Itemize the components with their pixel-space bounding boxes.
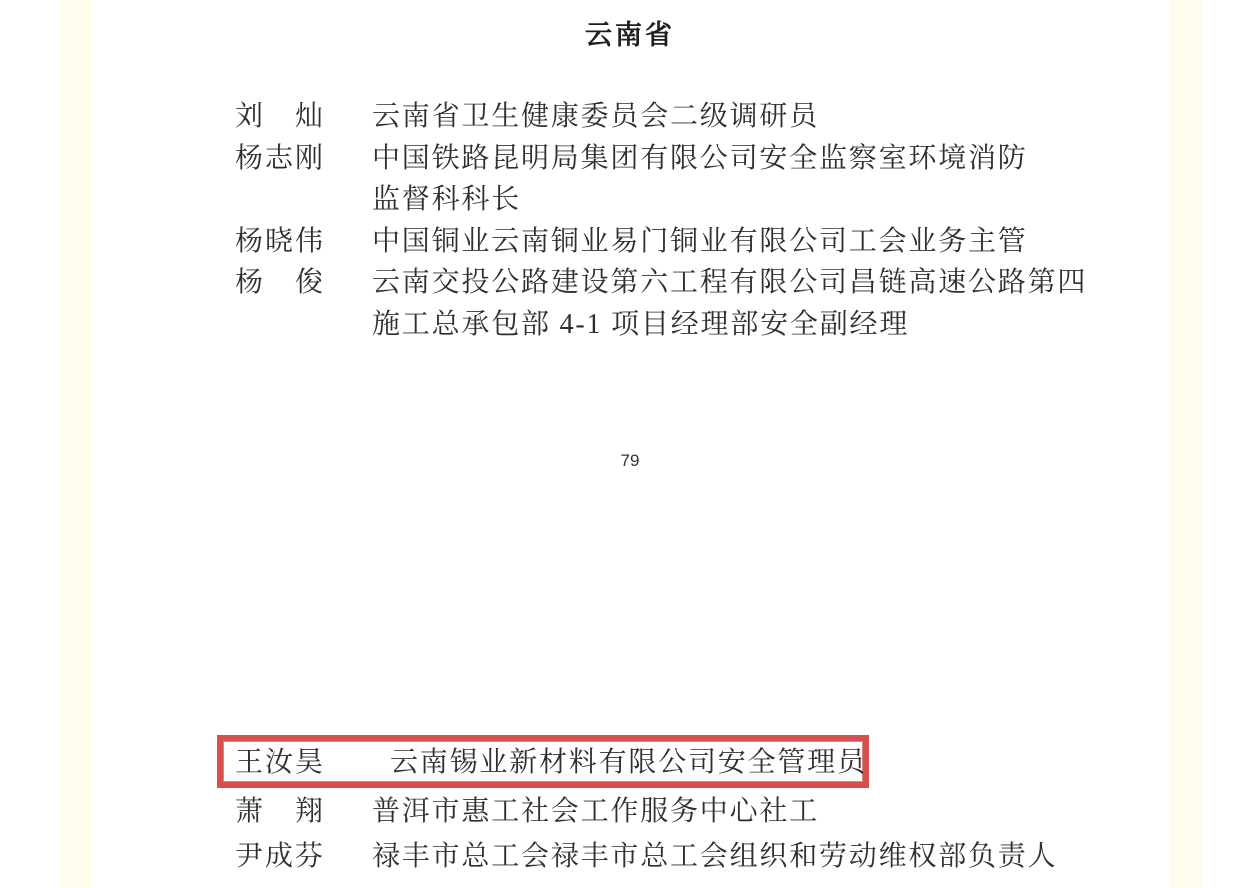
honoree-name: 王汝昊 bbox=[235, 747, 326, 778]
list-item bbox=[0, 96, 1260, 138]
honoree-title: 云南锡业新材料有限公司安全管理员 bbox=[390, 747, 867, 778]
list-item bbox=[0, 262, 1260, 304]
honoree-title-wrap: 监督科科长 bbox=[372, 184, 522, 215]
honoree-name: 萧 翔 bbox=[235, 796, 326, 827]
honoree-list-top bbox=[0, 96, 1260, 345]
honoree-name: 刘 灿 bbox=[235, 101, 326, 132]
honoree-title-wrap: 施工总承包部 4-1 项目经理部安全副经理 bbox=[372, 308, 910, 340]
honoree-title: 中国铜业云南铜业易门铜业有限公司工会业务主管 bbox=[372, 225, 1028, 257]
honoree-title: 普洱市惠工社会工作服务中心社工 bbox=[372, 796, 820, 827]
honoree-name: 尹成芬 bbox=[235, 841, 326, 872]
honoree-title: 禄丰市总工会禄丰市总工会组织和劳动维权部负责人 bbox=[372, 841, 1058, 872]
honoree-title: 云南交投公路建设第六工程有限公司昌链高速公路第四 bbox=[372, 267, 1088, 298]
list-item bbox=[0, 836, 1260, 878]
page-title: 云南省 bbox=[585, 20, 675, 50]
list-item-continuation bbox=[0, 179, 1260, 221]
list-item bbox=[0, 221, 1260, 263]
honoree-name: 杨 俊 bbox=[235, 267, 326, 298]
honoree-name: 杨晓伟 bbox=[235, 225, 326, 257]
list-item-highlighted bbox=[0, 742, 1260, 784]
list-item bbox=[0, 138, 1260, 180]
honoree-title: 云南省卫生健康委员会二级调研员 bbox=[372, 101, 820, 132]
honoree-title: 中国铁路昆明局集团有限公司安全监察室环境消防 bbox=[372, 142, 1028, 174]
list-item-continuation bbox=[0, 304, 1260, 346]
honoree-name: 杨志刚 bbox=[235, 142, 326, 174]
page-number: 79 bbox=[620, 451, 640, 470]
list-item bbox=[0, 791, 1260, 833]
